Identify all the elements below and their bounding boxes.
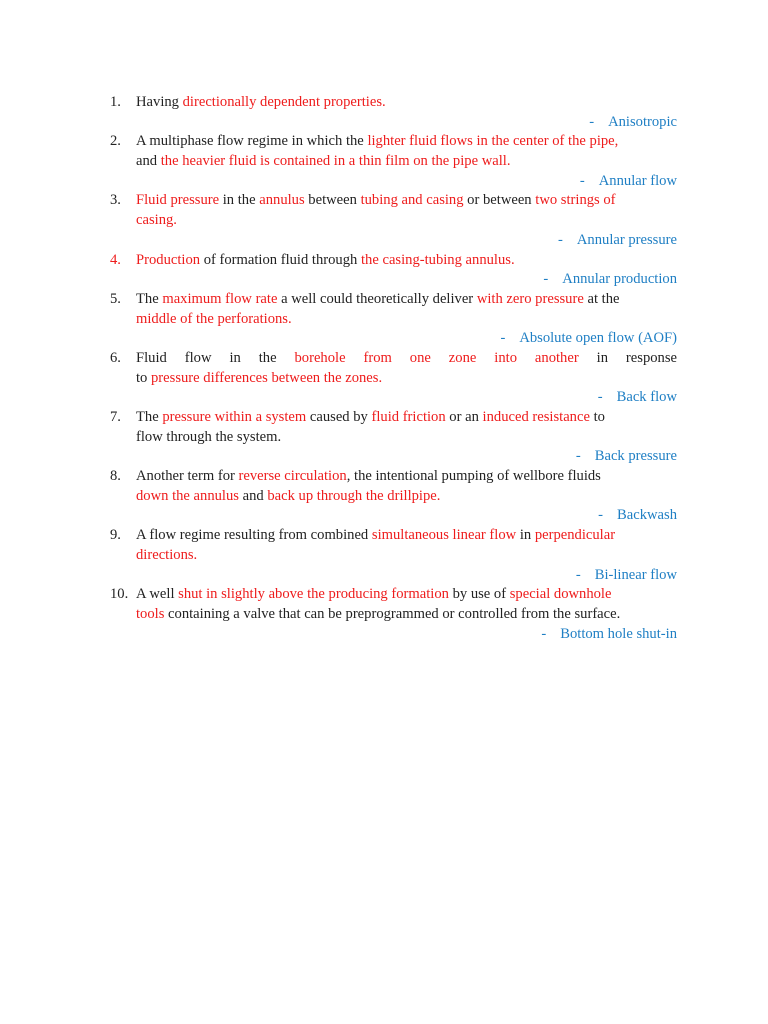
answer-label: Anisotropic (608, 113, 677, 130)
key-phrase: borehole from one zone into another (294, 349, 579, 366)
answer-term (110, 625, 677, 645)
definition-line (110, 310, 677, 330)
item-number: 7. (110, 409, 121, 425)
answer-term (110, 113, 677, 133)
definition-line (110, 93, 677, 113)
answer-term (110, 388, 677, 408)
definition-item (110, 251, 677, 290)
key-phrase: with zero pressure (476, 290, 584, 307)
key-phrase: back up through the drillpipe. (267, 487, 441, 504)
key-phrase: tools (136, 605, 165, 622)
key-phrase: casing. (136, 212, 177, 229)
item-number: 8. (110, 468, 121, 485)
answer-term (110, 566, 677, 586)
definition-text (136, 152, 677, 172)
key-phrase: fluid friction (371, 409, 446, 425)
key-phrase: reverse circulation (238, 468, 347, 485)
definition-item (110, 526, 677, 585)
definition-text (136, 310, 677, 330)
item-number: 6. (110, 349, 121, 366)
definition-line (110, 191, 677, 211)
key-phrase: annulus (259, 192, 305, 209)
plain-text: of formation fluid through (200, 251, 361, 268)
answer-dash: - (558, 231, 563, 248)
definition-line (110, 251, 677, 271)
key-phrase: shut in slightly above the producing formation (178, 586, 449, 603)
definition-item (110, 349, 677, 408)
answer-dash: - (541, 625, 547, 642)
plain-text: Another term for (136, 468, 239, 485)
answer-term (110, 231, 677, 251)
definition-item (110, 408, 677, 467)
answer-dash: - (575, 566, 581, 583)
definition-line (110, 467, 677, 487)
definition-text (136, 605, 677, 625)
plain-text: in (516, 527, 535, 544)
definition-line (110, 211, 677, 231)
item-number: 4. (110, 251, 121, 268)
item-number: 10. (110, 586, 129, 603)
plain-text: and (136, 153, 161, 170)
answer-label: Back flow (616, 389, 677, 406)
definition-text (136, 132, 677, 152)
definition-line (110, 428, 677, 448)
definition-line (110, 605, 677, 625)
key-phrase: directionally dependent properties. (182, 94, 386, 110)
key-phrase: directions. (136, 546, 198, 563)
plain-text: caused by (306, 409, 372, 425)
plain-text: flow through the system. (136, 428, 282, 445)
plain-text: a well could theoretically deliver (277, 290, 477, 307)
plain-text: or an (445, 409, 483, 425)
key-phrase: special downhole (509, 586, 612, 603)
definition-line (110, 546, 677, 566)
definition-text (136, 251, 677, 271)
plain-text: between (304, 192, 361, 209)
plain-text: A well (136, 586, 179, 603)
item-number: 9. (110, 527, 121, 544)
answer-dash: - (589, 113, 595, 130)
key-phrase: two strings of (535, 192, 616, 209)
plain-text: at the (583, 290, 620, 307)
answer-dash: - (579, 172, 585, 189)
key-phrase: simultaneous linear flow (371, 527, 517, 544)
key-phrase: lighter fluid flows in the center of the pipe, (367, 133, 619, 150)
item-number: 3. (110, 192, 121, 209)
definition-text (136, 93, 677, 113)
answer-dash: - (500, 330, 506, 347)
plain-text: in the (219, 192, 260, 209)
definition-line (110, 585, 677, 605)
plain-text: and (238, 487, 268, 504)
plain-text: containing a valve that can be preprogrammed or controlled from the surface. (164, 605, 621, 622)
plain-text: The (136, 290, 163, 307)
plain-text: A flow regime resulting from combined (136, 527, 372, 544)
definition-text (136, 428, 677, 448)
item-number: 2. (110, 133, 121, 150)
key-phrase: pressure differences between the zones. (151, 369, 383, 386)
definition-text (136, 408, 677, 428)
definition-item (110, 191, 677, 250)
definition-item (110, 585, 677, 644)
item-number: 1. (110, 94, 121, 110)
definition-item (110, 290, 677, 349)
definition-line (110, 152, 677, 172)
definition-text (136, 487, 677, 507)
plain-text: The (136, 409, 163, 425)
key-phrase: the heavier fluid is contained in a thin film on the pipe wall. (160, 153, 511, 170)
definition-line (110, 408, 677, 428)
definition-line (110, 290, 677, 310)
answer-term (110, 270, 677, 290)
definition-text (136, 369, 677, 389)
key-phrase: Production (136, 251, 201, 268)
item-number: 5. (110, 290, 121, 307)
key-phrase: the casing-tubing annulus. (360, 251, 515, 268)
definition-item (110, 93, 677, 132)
definition-text (136, 211, 677, 231)
plain-text: to (136, 369, 151, 386)
answer-label: Back pressure (594, 448, 677, 465)
plain-text: by use of (448, 586, 510, 603)
answer-term (110, 447, 677, 467)
answer-dash: - (597, 389, 603, 406)
answer-dash: - (543, 271, 549, 288)
key-phrase: Fluid pressure (136, 192, 220, 209)
answer-label: Backwash (617, 507, 677, 524)
definition-line (110, 487, 677, 507)
key-phrase: perpendicular (534, 527, 616, 544)
plain-text: , the intentional pumping of wellbore fluids (346, 468, 601, 485)
definition-text (136, 585, 677, 605)
answer-label: Annular production (562, 271, 677, 288)
definition-line (110, 526, 677, 546)
definition-text (136, 546, 677, 566)
key-phrase: down the annulus (136, 487, 239, 504)
answer-label: Annular flow (598, 172, 677, 189)
answer-term (110, 329, 677, 349)
answer-term (110, 172, 677, 192)
key-phrase: maximum flow rate (162, 290, 278, 307)
key-phrase: middle of the perforations. (136, 310, 292, 327)
answer-dash: - (575, 448, 581, 465)
key-phrase: tubing and casing (360, 192, 464, 209)
definition-line (110, 132, 677, 152)
definition-line (110, 369, 677, 389)
plain-text: Having (136, 94, 183, 110)
key-phrase: pressure within a system (162, 409, 307, 425)
definition-text (136, 191, 677, 211)
definition-line (110, 349, 677, 369)
plain-text: A multiphase flow regime in which the (136, 133, 368, 150)
plain-text: in response (578, 349, 677, 366)
plain-text: Fluid flow in the (136, 349, 295, 366)
definition-text (136, 290, 677, 310)
answer-label: Annular pressure (576, 231, 677, 248)
definition-list (110, 93, 677, 644)
definition-text (136, 467, 677, 487)
plain-text: to (589, 409, 605, 425)
answer-label: Bi-linear flow (594, 566, 677, 583)
definition-item (110, 467, 677, 526)
definition-text (136, 349, 677, 369)
definition-item (110, 132, 677, 191)
answer-dash: - (598, 507, 604, 524)
answer-term (110, 506, 677, 526)
key-phrase: induced resistance (482, 409, 590, 425)
definition-text (136, 526, 677, 546)
answer-label: Bottom hole shut-in (560, 625, 677, 642)
answer-label: Absolute open flow (AOF) (519, 330, 677, 347)
plain-text: or between (463, 192, 536, 209)
